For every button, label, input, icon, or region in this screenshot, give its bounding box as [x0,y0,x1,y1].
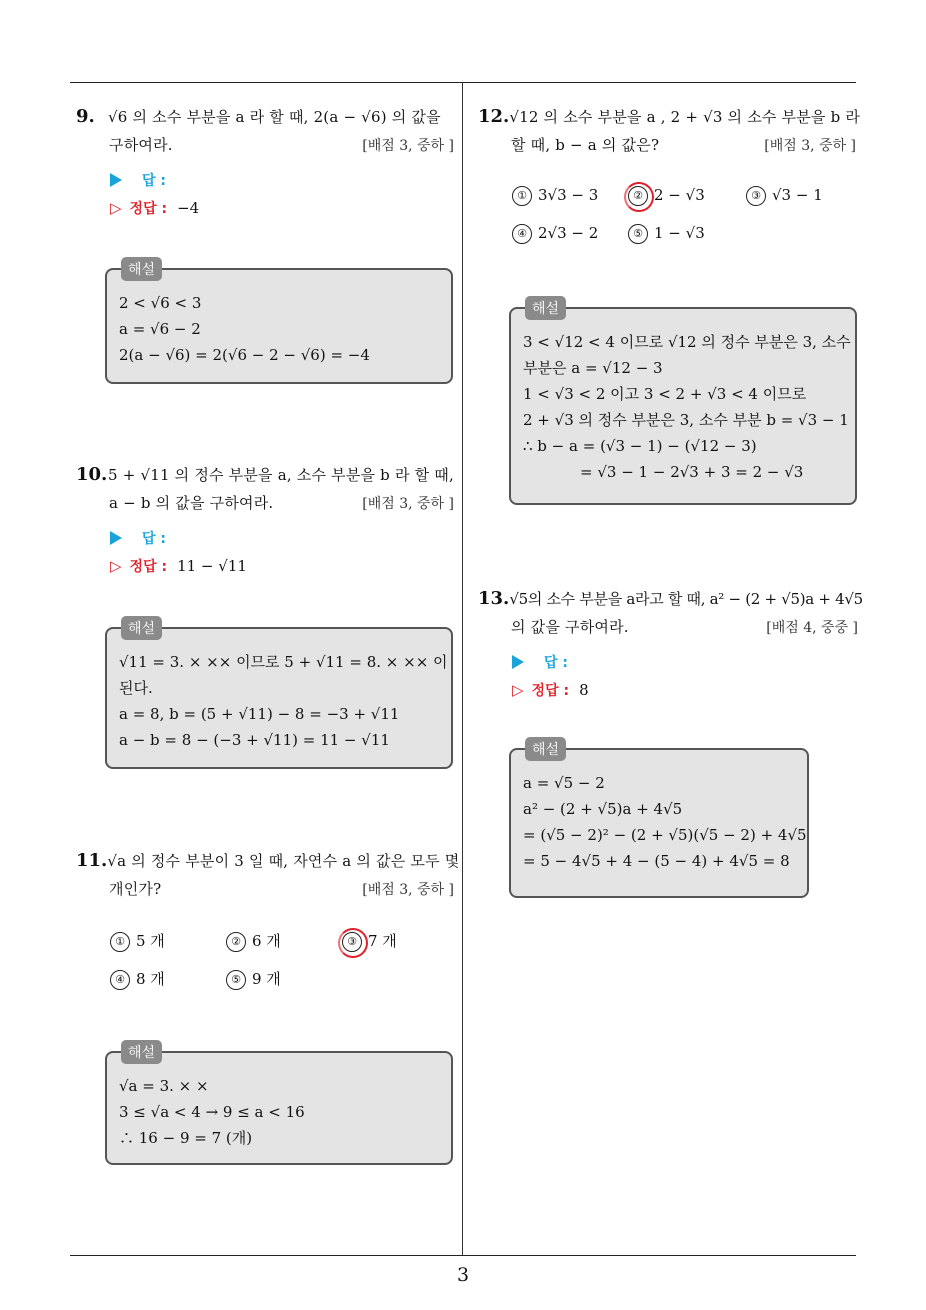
choice-2[interactable] [628,186,705,206]
choice-5[interactable] [628,224,705,244]
solution-line: a = 8, b = (5 + √11) − 8 = −3 + √11 [119,705,400,723]
solution-box-12 [509,301,857,505]
correct-answer-row [76,552,454,580]
choices-12 [512,186,852,256]
choice-number: ② [628,186,648,206]
solution-line: a − b = 8 − (−3 + √11) = 11 − √11 [119,731,390,749]
answer-label: 답 : [142,173,166,189]
solution-tag: 해설 [121,616,162,640]
solution-line: = 5 − 4√5 + 4 − (5 − 4) + 4√5 = 8 [523,852,790,870]
question-text: √6 의 소수 부분을 a 라 할 때, 2(a − √6) 의 값을 [108,108,441,126]
question-text: 할 때, b − a 의 값은? [511,136,660,154]
question-10 [76,464,454,580]
correct-label: 정답 : [129,559,168,575]
solution-line: 2(a − √6) = 2(√6 − 2 − √6) = −4 [119,346,370,364]
question-number: 9. [76,106,95,127]
solution-box-9 [105,262,453,384]
correct-value: −4 [177,199,200,217]
choice-number: ④ [512,224,532,244]
choice-text: 3√3 − 3 [538,186,599,204]
choice-number: ⑤ [628,224,648,244]
solution-tag: 해설 [121,1040,162,1064]
solution-tag: 해설 [121,257,162,281]
choice-text: 6 개 [252,932,281,950]
score-meta: [배점 3, 중하 ] [764,138,856,154]
triangle-outline-icon: ▷ [110,557,122,575]
choice-text: 7 개 [368,932,397,950]
question-text: 구하여라. [109,136,173,154]
play-icon [512,655,524,669]
choices-11 [110,930,450,1000]
choice-5[interactable] [226,968,281,990]
correct-answer-row [76,194,454,222]
solution-line: a = √5 − 2 [523,774,605,792]
solution-line: = √3 − 1 − 2√3 + 3 = 2 − √3 [580,463,804,481]
question-text: √a 의 정수 부분이 3 일 때, 자연수 a 의 값은 모두 몇 [107,852,460,870]
solution-line: ∴ b − a = (√3 − 1) − (√12 − 3) [523,437,757,455]
choice-text: 2 − √3 [654,186,705,204]
question-number: 10. [76,464,108,485]
solution-line: = (√5 − 2)² − (2 + √5)(√5 − 2) + 4√5 [523,826,807,844]
correct-label: 정답 : [531,683,570,699]
choice-number: ① [110,932,130,952]
question-text: a − b 의 값을 구하여라. [109,494,274,512]
question-13 [478,588,863,704]
question-number: 13. [478,588,510,609]
solution-line: a = √6 − 2 [119,320,201,338]
choice-number: ② [226,932,246,952]
solution-line: √a = 3. × × [119,1077,209,1095]
solution-tag: 해설 [525,737,566,761]
column-divider [462,82,463,1255]
solution-line: 1 < √3 < 2 이고 3 < 2 + √3 < 4 이므로 [523,385,807,403]
solution-line: 된다. [119,679,153,697]
score-meta: [배점 3, 중하 ] [362,882,454,898]
question-text: 의 값을 구하여라. [511,618,629,636]
choice-4[interactable] [110,968,165,990]
answer-row [76,524,454,552]
solution-box-10 [105,621,453,769]
choice-number: ① [512,186,532,206]
solution-line: 3 < √12 < 4 이므로 √12 의 정수 부분은 3, 소수 [523,333,851,351]
choice-text: 1 − √3 [654,224,705,242]
question-text: √5의 소수 부분을 a라고 할 때, a² − (2 + √5)a + 4√5 [509,590,863,608]
choice-text: 2√3 − 2 [538,224,599,242]
choice-1[interactable] [512,186,598,206]
choice-2[interactable] [226,930,281,952]
choice-number: ⑤ [226,970,246,990]
question-11 [76,850,460,906]
correct-value: 8 [579,681,589,699]
solution-tag: 해설 [525,296,566,320]
choice-text: √3 − 1 [772,186,823,204]
solution-box-11 [105,1045,453,1165]
choice-text: 9 개 [252,970,281,988]
top-rule [70,82,856,83]
solution-line: √11 = 3. × ×× 이므로 5 + √11 = 8. × ×× 이 [119,653,448,671]
solution-box-13 [509,742,809,898]
correct-label: 정답 : [129,201,168,217]
choice-3[interactable] [342,930,397,952]
triangle-outline-icon: ▷ [512,681,524,699]
question-9 [76,106,454,222]
play-icon [110,531,122,545]
question-text: 5 + √11 의 정수 부분을 a, 소수 부분을 b 라 할 때, [108,466,454,484]
solution-line: 2 + √3 의 정수 부분은 3, 소수 부분 b = √3 − 1 [523,411,849,429]
play-icon [110,173,122,187]
choice-number: ③ [746,186,766,206]
choice-text: 5 개 [136,932,165,950]
choice-text: 8 개 [136,970,165,988]
choice-1[interactable] [110,930,165,952]
solution-line: 2 < √6 < 3 [119,294,202,312]
solution-line: 부분은 a = √12 − 3 [523,359,663,377]
question-number: 12. [478,106,510,127]
triangle-outline-icon: ▷ [110,199,122,217]
answer-label: 답 : [544,655,568,671]
answer-label: 답 : [142,531,166,547]
page-number: 3 [456,1264,470,1286]
choice-3[interactable] [746,186,823,206]
solution-line: 3 ≤ √a < 4 → 9 ≤ a < 16 [119,1103,305,1121]
question-text: √12 의 소수 부분을 a , 2 + √3 의 소수 부분을 b 라 [509,108,861,126]
score-meta: [배점 3, 중하 ] [362,138,454,154]
choice-number: ④ [110,970,130,990]
choice-number: ③ [342,932,362,952]
score-meta: [배점 4, 중중 ] [766,620,858,636]
score-meta: [배점 3, 중하 ] [362,496,454,512]
correct-value: 11 − √11 [177,557,247,575]
answer-row [478,648,858,676]
solution-line: ∴ 16 − 9 = 7 (개) [119,1129,253,1147]
answer-row [76,166,454,194]
correct-answer-row [478,676,858,704]
choice-4[interactable] [512,224,598,244]
bottom-rule [70,1255,856,1256]
question-text: 개인가? [109,880,162,898]
question-12 [478,106,861,162]
question-number: 11. [76,850,108,871]
solution-line: a² − (2 + √5)a + 4√5 [523,800,683,818]
